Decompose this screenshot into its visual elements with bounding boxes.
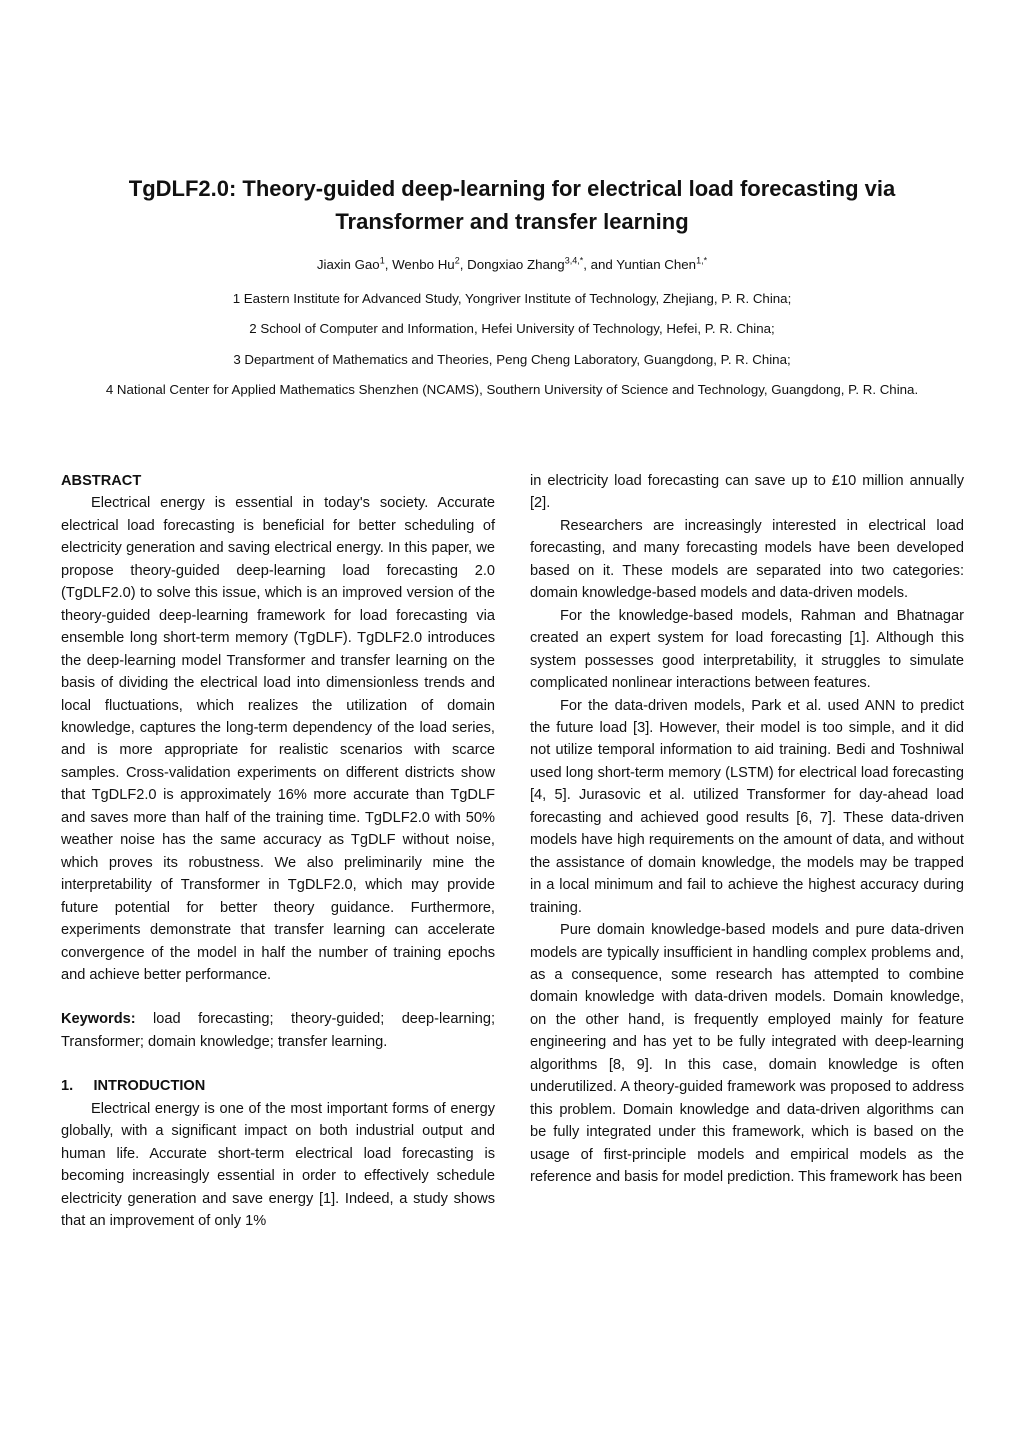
keywords [61,1008,495,1053]
affiliation: 4 National Center for Applied Mathematics Shenzhen (NCAMS), Southern University of Science and Technology, Guangdong, P. R. China. [105,382,919,397]
affiliation: 1 Eastern Institute for Advanced Study, Yongriver Institute of Technology, Zhejiang, P. R. China; [232,291,792,306]
paragraph: Researchers are increasingly interested in electrical load forecasting, and many forecasting models have been developed based on it. These models are separated into two categories: domain knowledge-based models and data-driven models. [530,517,964,602]
introduction-heading: 1. INTRODUCTION [61,1078,206,1095]
paragraph: Pure domain knowledge-based models and pure data-driven models are typically insufficient in handling complex problems and, as a consequence, some research has attempted to combine domain knowledge with data-driven models. Domain knowledge, on the other hand, is frequently employed mainly for feature engineering and has yet to be fully integrated with deep-learning algorithms [8, 9]. In this case, domain knowledge is often underutilized. A theory-guided framework was proposed to address this problem. Domain knowledge and data-driven algorithms can be fully integrated under this framework, which is based on the usage of first-principle models and empirical models as the reference and basis for model prediction. This framework has been [530,922,964,1186]
paragraph: Electrical energy is one of the most important forms of energy globally, with a significant impact on both industrial output and human life. Accurate short-term electrical load forecasting is becoming increasingly essential in order to effectively schedule electricity generation and save energy [1]. Indeed, a study shows that an improvement of only 1% [61,1100,495,1230]
author: Jiaxin Gao$^1$, [316,255,393,272]
author: Yuntian Chen$^{1,*}$ [616,255,708,272]
left-column [61,470,495,1233]
affiliation: 3 Department of Mathematics and Theories, Peng Cheng Laboratory, Guangdong, P. R. China; [233,352,791,367]
author: Wenbo Hu$^2$, [392,255,468,272]
author-list [0,257,1024,272]
keywords-text: load forecasting; theory-guided; deep-learning; Transformer; domain knowledge; transfer learning. [61,1011,495,1050]
paragraph: in electricity load forecasting can save up to £10 million annually [2]. [530,473,964,512]
abstract-heading: ABSTRACT [61,473,142,489]
paper-title: TgDLF2.0: Theory-guided deep-learning for electrical load forecasting via Transformer and transfer learning [128,176,896,234]
paragraph: For the data-driven models, Park et al. used ANN to predict the future load [3]. However, their model is too simple, and it did not utilize temporal information to aid training. Bedi and Toshniwal used long short-term memory (LSTM) for electrical load forecasting [4, 5]. Jurasovic et al. utilized Transformer for day-ahead load forecasting and achieved good results [6, 7]. These data-driven models have high requirements on the amount of data, and without the assistance of domain knowledge, the models may be trapped in a local minimum and fail to achieve the highest accuracy during training. [530,697,964,916]
abstract-text: Electrical energy is essential in today's society. Accurate electrical load forecasting is beneficial for better scheduling of electricity generation and saving electrical energy. In this paper, we propose theory-guided deep-learning load forecasting 2.0 (TgDLF2.0) to solve this issue, which is an improved version of the theory-guided deep-learning framework for load forecasting via ensemble long short-term memory (TgDLF). TgDLF2.0 introduces the deep-learning model Transformer and transfer learning on the basis of dividing the electrical load into dimensionless trends and local fluctuations, which realizes the utilization of domain knowledge, captures the long-term dependency of the load series, and is more appropriate for realistic scenarios with scarce samples. Cross-validation experiments on different districts show that TgDLF2.0 is approximately 16% more accurate than TgDLF and saves more than half of the training time. TgDLF2.0 with 50% weather noise has the same accuracy as TgDLF without noise, which proves its robustness. We also preliminarily mine the interpretability of Transformer in TgDLF2.0, which may provide future potential for better theory guidance. Furthermore, experiments demonstrate that transfer learning can accelerate convergence of the model in half the number of training epochs and achieve better performance. [61,495,495,983]
affiliation: 2 School of Computer and Information, Hefei University of Technology, Hefei, P. R. China; [249,321,775,336]
paragraph: For the knowledge-based models, Rahman and Bhatnagar created an expert system for load forecasting [1]. Although this system possesses good interpretability, it struggles to simulate complicated nonlinear interactions between features. [530,607,964,692]
keywords-label: Keywords: [61,1011,136,1028]
author: Dongxiao Zhang$^{3,4,*}$, and [467,255,617,272]
right-column [530,470,964,1189]
